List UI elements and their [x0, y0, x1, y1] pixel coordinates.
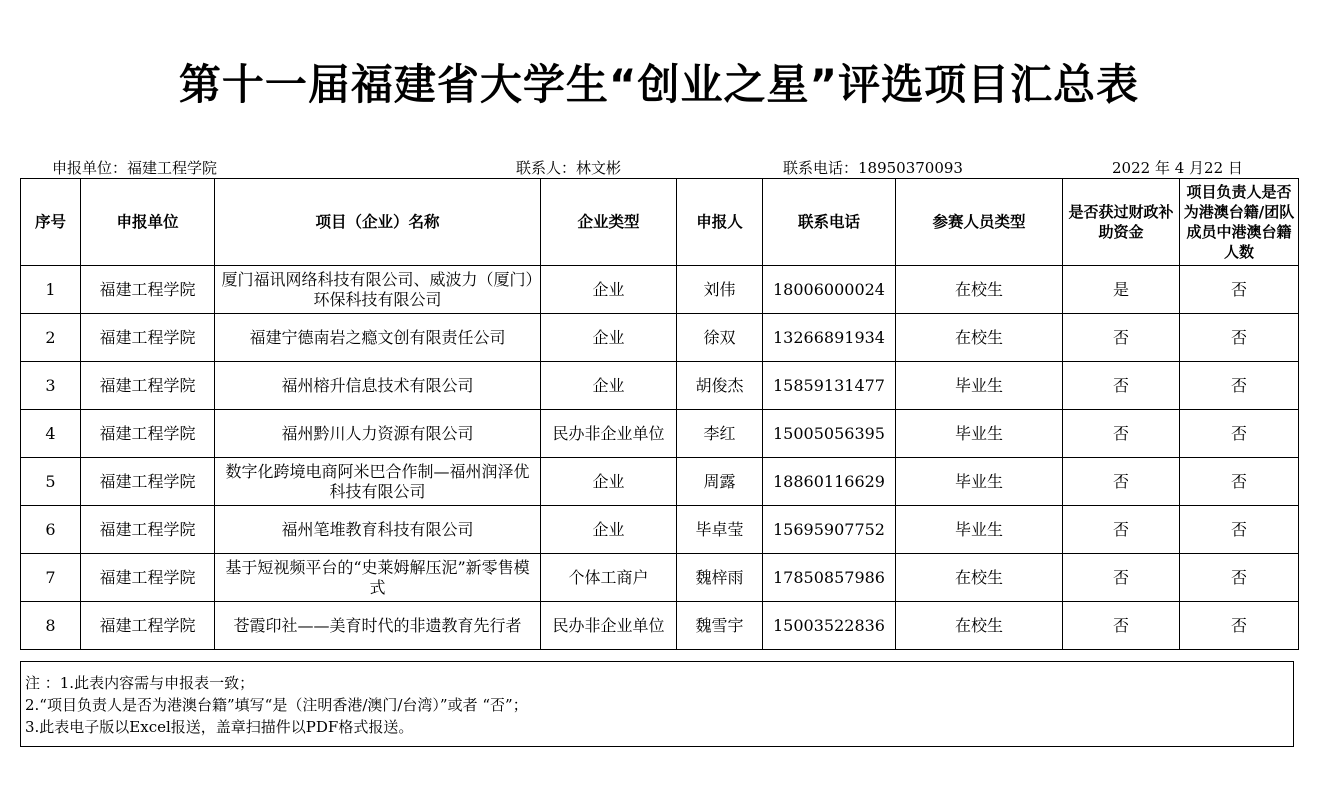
- header-unit: 申报单位: [81, 179, 215, 266]
- cell-no: 6: [21, 506, 81, 554]
- cell-applicant: 魏雪宇: [677, 602, 763, 650]
- cell-company-type: 民办非企业单位: [541, 410, 677, 458]
- cell-company-type: 民办非企业单位: [541, 602, 677, 650]
- cell-funded: 否: [1063, 506, 1180, 554]
- cell-participant-type: 在校生: [896, 554, 1063, 602]
- cell-participant-type: 毕业生: [896, 362, 1063, 410]
- header-participant-type: 参赛人员类型: [896, 179, 1063, 266]
- table-row: [21, 314, 1299, 362]
- cell-unit: 福建工程学院: [81, 506, 215, 554]
- cell-company-type: 企业: [541, 458, 677, 506]
- header-hmt: 项目负责人是否为港澳台籍/团队成员中港澳台籍人数: [1180, 179, 1299, 266]
- cell-hmt: 否: [1180, 554, 1299, 602]
- cell-project-name: 福州榕升信息技术有限公司: [215, 362, 541, 410]
- cell-phone: 17850857986: [763, 554, 896, 602]
- cell-no: 5: [21, 458, 81, 506]
- cell-hmt: 否: [1180, 410, 1299, 458]
- table-row: [21, 458, 1299, 506]
- cell-no: 8: [21, 602, 81, 650]
- cell-applicant: 胡俊杰: [677, 362, 763, 410]
- cell-funded: 否: [1063, 314, 1180, 362]
- cell-hmt: 否: [1180, 266, 1299, 314]
- cell-hmt: 否: [1180, 458, 1299, 506]
- cell-hmt: 否: [1180, 362, 1299, 410]
- cell-applicant: 周露: [677, 458, 763, 506]
- cell-company-type: 企业: [541, 362, 677, 410]
- cell-project-name: 厦门福讯网络科技有限公司、威波力（厦门）环保科技有限公司: [215, 266, 541, 314]
- summary-table: [20, 178, 1299, 650]
- cell-project-name: 福州黔川人力资源有限公司: [215, 410, 541, 458]
- cell-no: 2: [21, 314, 81, 362]
- cell-unit: 福建工程学院: [81, 458, 215, 506]
- note-line: 2.“项目负责人是否为港澳台籍”填写“是（注明香港/澳门/台湾）”或者 “否”；: [25, 696, 528, 714]
- cell-unit: 福建工程学院: [81, 266, 215, 314]
- cell-applicant: 徐双: [677, 314, 763, 362]
- meta-unit: 申报单位：福建工程学院: [52, 159, 218, 177]
- header-funded: 是否获过财政补助资金: [1063, 179, 1180, 266]
- cell-phone: 18006000024: [763, 266, 896, 314]
- cell-project-name: 福州笔堆教育科技有限公司: [215, 506, 541, 554]
- meta-contact: 联系人：林文彬: [516, 159, 622, 177]
- page-title: 第十一届福建省大学生“创业之星”评选项目汇总表: [178, 60, 1140, 109]
- cell-participant-type: 毕业生: [896, 506, 1063, 554]
- cell-no: 7: [21, 554, 81, 602]
- header-row: [21, 179, 1299, 266]
- cell-unit: 福建工程学院: [81, 410, 215, 458]
- cell-unit: 福建工程学院: [81, 554, 215, 602]
- cell-unit: 福建工程学院: [81, 314, 215, 362]
- cell-applicant: 李红: [677, 410, 763, 458]
- table-row: [21, 410, 1299, 458]
- cell-hmt: 否: [1180, 314, 1299, 362]
- cell-project-name: 基于短视频平台的“史莱姆解压泥”新零售模式: [215, 554, 541, 602]
- cell-funded: 否: [1063, 602, 1180, 650]
- header-phone: 联系电话: [763, 179, 896, 266]
- cell-applicant: 魏梓雨: [677, 554, 763, 602]
- cell-phone: 15859131477: [763, 362, 896, 410]
- cell-no: 4: [21, 410, 81, 458]
- cell-phone: 13266891934: [763, 314, 896, 362]
- header-no: 序号: [21, 179, 81, 266]
- meta-date: 2022 年 4 月22 日: [1112, 159, 1243, 177]
- cell-funded: 否: [1063, 362, 1180, 410]
- cell-participant-type: 在校生: [896, 602, 1063, 650]
- cell-hmt: 否: [1180, 602, 1299, 650]
- cell-applicant: 毕卓莹: [677, 506, 763, 554]
- cell-unit: 福建工程学院: [81, 362, 215, 410]
- notes-box: [20, 661, 1294, 747]
- table-row: [21, 362, 1299, 410]
- cell-project-name: 福建宁德南岩之瘾文创有限责任公司: [215, 314, 541, 362]
- cell-hmt: 否: [1180, 506, 1299, 554]
- cell-company-type: 企业: [541, 506, 677, 554]
- cell-project-name: 数字化跨境电商阿米巴合作制—福州润泽优科技有限公司: [215, 458, 541, 506]
- table-row: [21, 266, 1299, 314]
- cell-company-type: 个体工商户: [541, 554, 677, 602]
- cell-participant-type: 在校生: [896, 266, 1063, 314]
- cell-participant-type: 毕业生: [896, 458, 1063, 506]
- table-row: [21, 554, 1299, 602]
- cell-applicant: 刘伟: [677, 266, 763, 314]
- cell-phone: 15695907752: [763, 506, 896, 554]
- cell-phone: 18860116629: [763, 458, 896, 506]
- cell-funded: 是: [1063, 266, 1180, 314]
- table-row: [21, 506, 1299, 554]
- cell-funded: 否: [1063, 458, 1180, 506]
- cell-phone: 15005056395: [763, 410, 896, 458]
- header-project-name: 项目（企业）名称: [215, 179, 541, 266]
- header-company-type: 企业类型: [541, 179, 677, 266]
- meta-phone: 联系电话：18950370093: [783, 159, 963, 177]
- cell-company-type: 企业: [541, 314, 677, 362]
- note-line: 注 ：1.此表内容需与申报表一致；: [25, 674, 255, 692]
- cell-funded: 否: [1063, 554, 1180, 602]
- cell-no: 1: [21, 266, 81, 314]
- cell-company-type: 企业: [541, 266, 677, 314]
- note-line: 3.此表电子版以Excel报送，盖章扫描件以PDF格式报送。: [25, 718, 414, 736]
- header-applicant: 申报人: [677, 179, 763, 266]
- cell-participant-type: 毕业生: [896, 410, 1063, 458]
- cell-unit: 福建工程学院: [81, 602, 215, 650]
- cell-phone: 15003522836: [763, 602, 896, 650]
- cell-participant-type: 在校生: [896, 314, 1063, 362]
- table-row: [21, 602, 1299, 650]
- cell-funded: 否: [1063, 410, 1180, 458]
- cell-no: 3: [21, 362, 81, 410]
- cell-project-name: 苍霞印社——美育时代的非遗教育先行者: [215, 602, 541, 650]
